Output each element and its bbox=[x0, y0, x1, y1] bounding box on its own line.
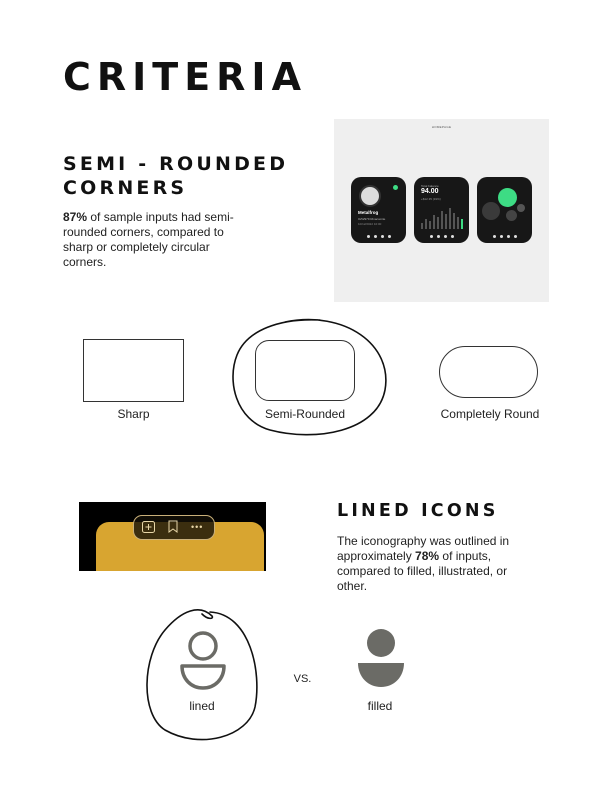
filled-label: filled bbox=[367, 699, 393, 713]
balance-change: +$12.35 (19%) bbox=[421, 197, 441, 201]
description-text: of sample inputs had semi-rounded corners, compared to sharp or completely circular corners. bbox=[63, 210, 234, 269]
bubble-a bbox=[482, 202, 500, 220]
sharp-rectangle bbox=[83, 339, 184, 402]
heading-line-1: SEMI - ROUNDED bbox=[63, 153, 289, 175]
watch-profile-date: 10/12/2022 10:00 bbox=[358, 222, 382, 226]
semi-rounded-heading bbox=[63, 152, 288, 200]
bookmark-icon bbox=[168, 520, 178, 533]
page-dots bbox=[351, 232, 406, 238]
hand-drawn-circle-highlight bbox=[225, 310, 395, 445]
watch-bubble-screen bbox=[477, 177, 532, 243]
heading-line-2: CORNERS bbox=[63, 177, 188, 199]
watch-balance-screen bbox=[414, 177, 469, 243]
round-label: Completely Round bbox=[440, 407, 540, 421]
page-title: CRITERIA bbox=[63, 55, 307, 99]
page-dots bbox=[414, 232, 469, 238]
lined-icons-heading: LINED ICONS bbox=[337, 501, 499, 521]
avatar bbox=[359, 185, 381, 207]
stat-87: 87% bbox=[63, 210, 88, 224]
page-dots bbox=[477, 232, 532, 238]
more-icon: ••• bbox=[191, 522, 204, 532]
lined-label: lined bbox=[189, 699, 215, 713]
add-tab-icon bbox=[142, 521, 155, 533]
phone-screenshot bbox=[79, 502, 266, 571]
watch-profile-screen bbox=[351, 177, 406, 243]
mockup-top-label: HOMEPAGE bbox=[431, 125, 452, 129]
description-post: of inputs, compared to filled, illustrated, or other. bbox=[337, 549, 508, 593]
bubble-large bbox=[498, 188, 517, 207]
round-pill bbox=[439, 346, 538, 398]
watch-profile-name: Metalfrog bbox=[358, 210, 379, 215]
lined-person-icon bbox=[178, 629, 228, 691]
balance-value: 94.00 bbox=[421, 188, 439, 195]
bubble-c bbox=[517, 204, 525, 212]
description-pre: The iconography was outlined in approximately bbox=[337, 534, 510, 563]
lined-icons-description bbox=[337, 534, 537, 594]
filled-person-icon bbox=[356, 627, 406, 689]
watch-profile-sub: 0x52979 Rinacomite bbox=[358, 217, 386, 221]
bubble-b bbox=[506, 210, 517, 221]
semi-rounded-description bbox=[63, 210, 248, 270]
status-icon bbox=[393, 185, 398, 190]
stat-78: 78% bbox=[415, 549, 440, 563]
balance-bar-chart bbox=[419, 205, 464, 229]
watch-mockup-image bbox=[334, 119, 549, 302]
versus-label: VS. bbox=[293, 673, 312, 685]
sharp-label: Sharp bbox=[117, 407, 150, 421]
semi-rounded-label: Semi-Rounded bbox=[264, 407, 346, 421]
dynamic-island-toolbar bbox=[133, 515, 215, 540]
balance-label: Total balance bbox=[421, 184, 439, 188]
